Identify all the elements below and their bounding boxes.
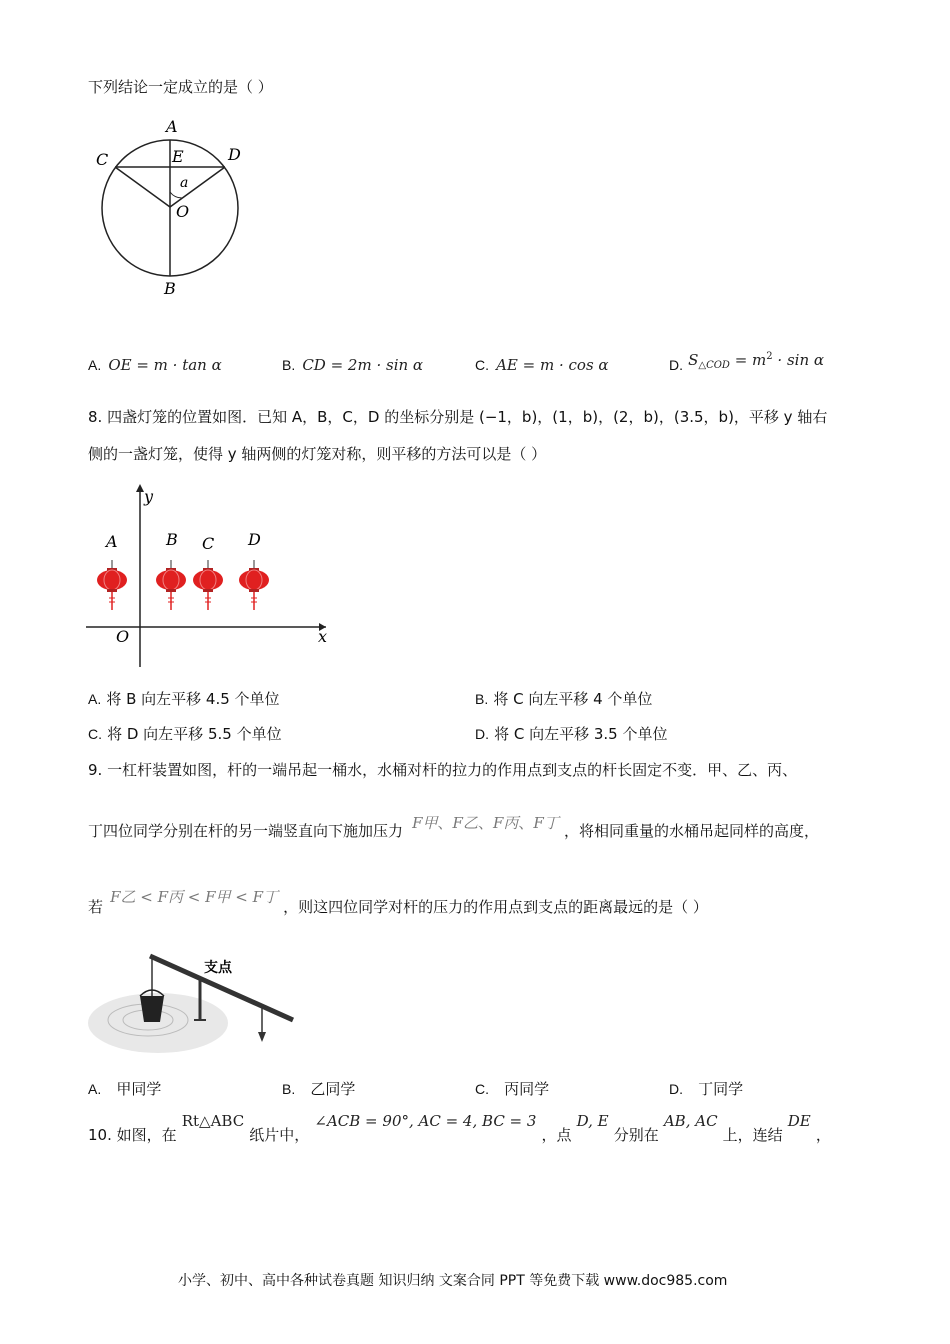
q7-option-c[interactable] <box>475 355 609 374</box>
label-o: O <box>176 202 190 221</box>
label-b: B <box>166 530 178 549</box>
q8-option-c[interactable] <box>88 723 282 744</box>
q9-option-d[interactable] <box>669 1078 743 1099</box>
force-f-jia: F甲 <box>412 814 438 832</box>
q8-stem-line2: 侧的一盏灯笼，使得 y 轴两侧的灯笼对称，则平移的方法可以是（ ） <box>88 445 547 463</box>
label-b: B <box>164 279 176 298</box>
option-formula: AE = m · cos α <box>496 356 609 374</box>
q8-stem-line1: 8. 四盏灯笼的位置如图．已知 A，B，C，D 的坐标分别是 (−1，b)，(1，b)，(2，b)，(3.5，b)，平移 y 轴右 <box>88 408 828 426</box>
triangle-label: Rt△ABC <box>181 1112 245 1130</box>
option-text: 丙同学 <box>504 1080 550 1098</box>
option-letter: A. <box>88 1081 102 1097</box>
option-letter: A. <box>88 357 102 373</box>
segment-de: DE <box>787 1112 811 1130</box>
option-text: 丁同学 <box>698 1080 744 1098</box>
option-letter: D. <box>475 726 489 742</box>
lantern-a <box>97 560 127 610</box>
q7-option-a[interactable] <box>88 355 222 374</box>
q8-option-d[interactable] <box>475 723 668 744</box>
option-text: 乙同学 <box>310 1080 356 1098</box>
label-a: A <box>166 117 178 136</box>
option-formula: CD = 2m · sin α <box>302 356 424 374</box>
q9-option-b[interactable] <box>282 1078 355 1099</box>
y-axis-arrow <box>136 484 144 492</box>
option-letter: C. <box>475 357 489 373</box>
label-y: y <box>144 487 154 506</box>
label-d: D <box>248 530 261 549</box>
label-alpha: a <box>180 175 189 191</box>
label-fulcrum: 支点 <box>204 960 232 976</box>
bucket <box>140 996 164 1022</box>
option-letter: D. <box>669 1081 683 1097</box>
option-text: 将 B 向左平移 4.5 个单位 <box>106 690 280 708</box>
radius-od <box>170 167 225 207</box>
label-c: C <box>96 150 109 169</box>
option-text: 将 C 向左平移 3.5 个单位 <box>494 725 668 743</box>
label-o: O <box>116 627 130 646</box>
option-letter: C. <box>88 726 102 742</box>
label-d: D <box>228 145 241 164</box>
force-f-ding: F丁 <box>533 814 559 832</box>
option-letter: A. <box>88 691 102 707</box>
option-text: 甲同学 <box>116 1080 162 1098</box>
page-footer: 小学、初中、高中各种试卷真题 知识归纳 文案合同 PPT 等免费下载 www.doc985.com <box>178 1273 728 1289</box>
label-x: x <box>318 627 328 646</box>
label-e: E <box>172 147 184 166</box>
option-formula: OE = m · tan α <box>108 356 222 374</box>
angle-arc <box>170 192 182 198</box>
q9-stem-line2: 丁四位同学分别在杆的另一端竖直向下施加压力 F甲、F乙、F丙、F丁 ，将相同重量的水桶吊起同样的高度， <box>88 814 819 840</box>
q10-stem: 10. 如图，在 Rt△ABC 纸片中， ∠ACB = 90°, AC = 4, BC = 3 ，点 D, E 分别在 AB, AC 上，连结 DE ， <box>88 1112 831 1144</box>
option-letter: B. <box>282 1081 296 1097</box>
segments-ab-ac: AB, AC <box>663 1112 718 1130</box>
q7-stem: 下列结论一定成立的是（ ） <box>88 78 273 96</box>
q9-option-a[interactable] <box>88 1078 161 1099</box>
q9-stem-line1: 9. 一杠杆装置如图，杆的一端吊起一桶水，水桶对杆的拉力的作用点到支点的杆长固定不变．甲、乙、丙、 <box>88 761 798 779</box>
lantern-c <box>193 560 223 610</box>
option-letter: D. <box>669 357 683 373</box>
option-formula: $S_{\triangle COD} = m^2 \cdot \sin \alpha$ <box>688 351 824 371</box>
q7-option-b[interactable] <box>282 355 423 374</box>
label-c: C <box>202 534 215 553</box>
force-f-yi: F乙 <box>452 814 478 832</box>
q8-option-a[interactable] <box>88 688 280 709</box>
q9-lever-figure <box>88 948 298 1068</box>
radius-oc <box>115 167 170 207</box>
option-letter: B. <box>475 691 489 707</box>
force-f-bing: F丙 <box>492 814 519 832</box>
triangle-conditions: ∠ACB = 90°, AC = 4, BC = 3 <box>314 1112 537 1130</box>
q8-lantern-figure <box>86 482 336 672</box>
q7-circle-figure <box>88 112 258 302</box>
option-text: 将 C 向左平移 4 个单位 <box>493 690 653 708</box>
q9-option-c[interactable] <box>475 1078 549 1099</box>
points-de: D, E <box>576 1112 609 1130</box>
lantern-b <box>156 560 186 610</box>
q7-option-d[interactable] <box>669 350 824 371</box>
force-inequality: F乙 < F丙 < F甲 < F丁 <box>110 888 279 906</box>
q9-stem-line3: 若 F乙 < F丙 < F甲 < F丁 ，则这四位同学对杆的压力的作用点到支点的距离最远的是（ ） <box>88 888 708 916</box>
option-text: 将 D 向左平移 5.5 个单位 <box>107 725 282 743</box>
q8-option-b[interactable] <box>475 688 652 709</box>
lantern-d <box>239 560 269 610</box>
option-letter: B. <box>282 357 296 373</box>
option-letter: C. <box>475 1081 489 1097</box>
label-a: A <box>106 532 118 551</box>
